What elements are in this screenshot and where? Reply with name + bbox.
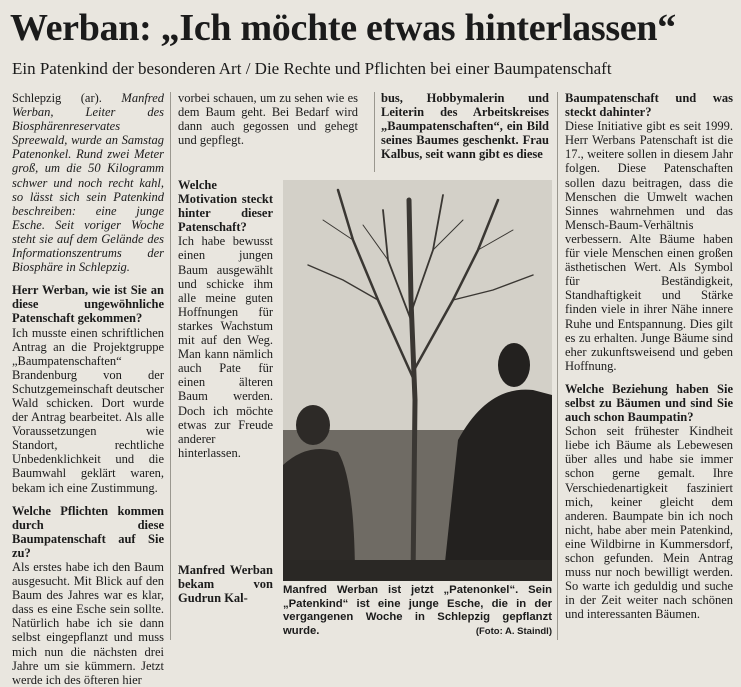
column-divider <box>557 92 558 640</box>
subtitle: Ein Patenkind der besonderen Art / Die Rechte und Pflichten bei einer Baumpatenschaft <box>12 59 612 78</box>
column-1 <box>12 91 164 687</box>
intro-paragraph <box>12 91 164 274</box>
column-2-top <box>178 91 368 147</box>
photo-credit: (Foto: A. Staindl) <box>475 625 552 637</box>
photo-illustration <box>283 180 552 581</box>
question-5: Baumpatenschaft und was steckt dahinter? <box>565 91 733 120</box>
photo-caption <box>283 584 552 638</box>
headline: Werban: „Ich möchte etwas hinterlassen“ <box>10 7 676 49</box>
intro-text: Manfred Werban, Leiter des Biosphärenreservates Spreewald, wurde an Samstag Patenonkel. Rund zwei Meter groß, um die 50 Kilogramm schwer und noch recht kahl, so lässt sich sein Patenkind beschreiben: eine junge Esche. Seit voriger Woche steht sie auf dem Gelände des Informationszentrums der Biosphäre in Schlepzig. <box>12 91 165 275</box>
question-3: Welche Motivation steckt hinter dieser Patenschaft? <box>178 178 273 235</box>
answer-2-continued: vorbei schauen, um zu sehen wie es dem Baum geht. Bei Bedarf wird dann auch gegossen und gehegt und gepflegt. <box>178 91 358 148</box>
column-2-narrow <box>178 178 273 460</box>
column-4 <box>565 91 733 621</box>
column-3 <box>381 91 549 161</box>
column-2-bottom <box>178 563 273 605</box>
answer-4-continued: bus, Hobbymalerin und Leiterin des Arbeitskreises „Baumpatenschaften“, ein Bild seines Baumes geschenkt. Frau Kalbus, seit wann gibt es diese <box>381 91 549 162</box>
caption-text: Manfred Werban ist jetzt „Patenonkel“. Sein „Patenkind“ ist eine junge Esche, die in der vergangenen Woche in Schlepzig gepflanzt wurde. <box>283 584 552 637</box>
answer-4-start: Manfred Werban bekam von Gudrun Kal- <box>178 563 273 606</box>
question-6: Welche Beziehung haben Sie selbst zu Bäumen und sind Sie auch schon Baumpatin? <box>565 381 733 425</box>
question-1: Herr Werban, wie ist Sie an diese ungewöhnliche Patenschaft gekommen? <box>12 283 164 326</box>
answer-6: Schon seit frühester Kindheit liebe ich Bäume als Lebewesen über alles und habe sie immer schon gerne gemalt. Ihre Verschiedenartigkeit fasziniert mich, keiner gleicht dem anderen. Baumpate bin ich noch nicht, habe aber mein Patenkind, eine Wildbirne in Kummersdorf, schon gefunden. Mein Antrag muss nur noch bewilligt werden. So warte ich geduldig und suche in der Zeit weiter nach schönen und interessanten Bäumen. <box>565 424 733 622</box>
answer-1: Ich musste einen schriftlichen Antrag an die Projektgruppe „Baumpatenschaften“ Brandenburg von der Schutzgemeinschaft deutscher Wald schicken. Dort wurde der Antrag bearbeitet. Als alle Voraussetzungen wie Standort, rechtliche Unbedenklichkeit und die Baumwahl geklärt waren, bekam ich eine Zustimmung. <box>12 325 164 495</box>
answer-2: Als erstes habe ich den Baum ausgesucht. Mit Blick auf den Baum des Jahres war es klar, dass es eine Esche sein sollte. Natürlich habe ich sie dann selbst eingepflanzt und muss mich nun die nächsten drei Jahre um sie kümmern. Jetzt werde ich des öfteren hier <box>12 560 164 687</box>
column-divider <box>374 92 375 172</box>
question-2: Welche Pflichten kommen durch diese Baumpatenschaft auf Sie zu? <box>12 503 164 560</box>
intro-dateline: Schlepzig (ar). <box>12 91 102 105</box>
column-divider <box>170 92 171 640</box>
answer-5: Diese Initiative gibt es seit 1999. Herr Werbans Patenschaft ist die 17., weitere sollen in diesem Jahr folgen. Diese Patenschaften sollen dazu beitragen, dass die Menschen die Umwelt wachen Sinnes wahrnehmen und das Mensch-Baum-Verhältnis verbessern. Alte Bäume haben für viele Menschen einen großen ästhetischen Wert. Als Symbol für Beständigkeit, Standhaftigkeit und Stärke finden viele in ihrer Nähe innere Ruhe und Entspannung. Dies gilt es zu erhalten. Junge Bäume sind eher zukunftsweisend und geben Hoffnung. <box>565 119 733 373</box>
answer-3: Ich habe bewusst einen jungen Baum ausgewählt und schicke ihm alle meine guten Hoffnungen für starkes Wachstum mit auf den Weg. Man kann nämlich auch Pate für einen älteren Baum werden. Doch ich möchte etwas zur Freude anderer hinterlassen. <box>178 234 273 460</box>
article-photo <box>283 180 552 581</box>
